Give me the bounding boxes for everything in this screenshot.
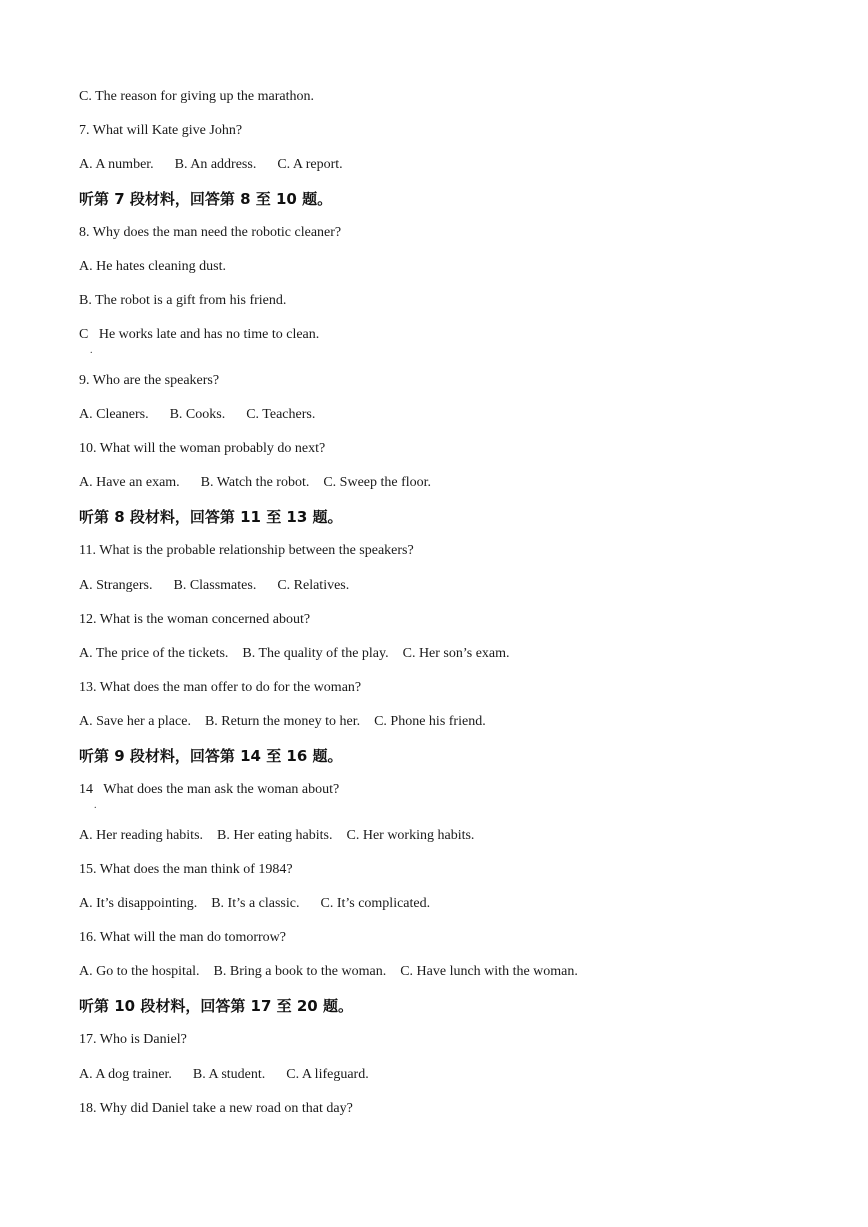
section-heading-8: 听第 8 段材料，回答第 11 至 13 题。 xyxy=(79,508,343,526)
stray-dot-mark: . xyxy=(90,345,93,356)
options-17: A. A dog trainer. B. A student. C. A lifeguard. xyxy=(79,1067,369,1082)
section-heading-9: 听第 9 段材料，回答第 14 至 16 题。 xyxy=(79,747,343,765)
option-8c: C He works late and has no time to clean. xyxy=(79,327,320,342)
question-12: 12. What is the woman concerned about? xyxy=(79,612,311,627)
question-9: 9. Who are the speakers? xyxy=(79,373,220,388)
options-16: A. Go to the hospital. B. Bring a book to the woman. C. Have lunch with the woman. xyxy=(79,964,578,979)
options-7: A. A number. B. An address. C. A report. xyxy=(79,157,343,172)
options-12: A. The price of the tickets. B. The quality of the play. C. Her son’s exam. xyxy=(79,646,510,661)
stray-dot-mark: . xyxy=(94,800,97,811)
options-9: A. Cleaners. B. Cooks. C. Teachers. xyxy=(79,407,316,422)
question-10: 10. What will the woman probably do next? xyxy=(79,441,326,456)
question-17: 17. Who is Daniel? xyxy=(79,1032,187,1047)
question-13: 13. What does the man offer to do for the woman? xyxy=(79,680,362,695)
option-8b: B. The robot is a gift from his friend. xyxy=(79,293,287,308)
question-11: 11. What is the probable relationship between the speakers? xyxy=(79,543,414,558)
question-14: 14 What does the man ask the woman about? xyxy=(79,782,340,797)
option-8a: A. He hates cleaning dust. xyxy=(79,259,226,274)
question-18: 18. Why did Daniel take a new road on that day? xyxy=(79,1101,353,1116)
section-heading-10: 听第 10 段材料，回答第 17 至 20 题。 xyxy=(79,997,353,1015)
question-16: 16. What will the man do tomorrow? xyxy=(79,930,286,945)
question-7: 7. What will Kate give John? xyxy=(79,123,243,138)
options-15: A. It’s disappointing. B. It’s a classic. C. It’s complicated. xyxy=(79,896,431,911)
question-8: 8. Why does the man need the robotic cleaner? xyxy=(79,225,342,240)
options-13: A. Save her a place. B. Return the money to her. C. Phone his friend. xyxy=(79,714,486,729)
options-14: A. Her reading habits. B. Her eating habits. C. Her working habits. xyxy=(79,828,475,843)
section-heading-7: 听第 7 段材料，回答第 8 至 10 题。 xyxy=(79,190,333,208)
options-10: A. Have an exam. B. Watch the robot. C. Sweep the floor. xyxy=(79,475,432,490)
question-15: 15. What does the man think of 1984? xyxy=(79,862,293,877)
option-line-6c: C. The reason for giving up the marathon. xyxy=(79,89,314,104)
options-11: A. Strangers. B. Classmates. C. Relatives. xyxy=(79,578,350,593)
